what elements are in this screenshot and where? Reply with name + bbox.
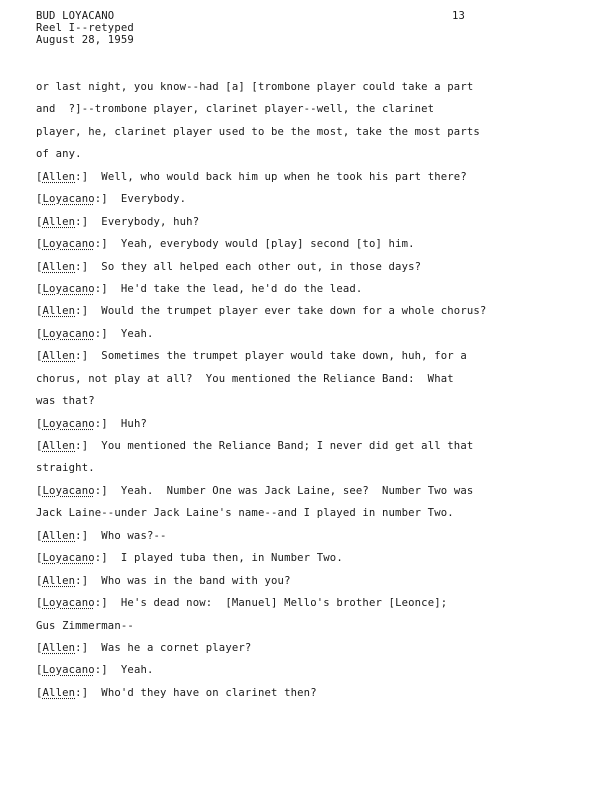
transcript-line-loyacano	[36, 235, 592, 257]
transcript-line-loyacano	[36, 594, 592, 616]
bracket-close: :]	[94, 484, 121, 497]
line-text: of any.	[36, 148, 82, 161]
bracket-open: [	[36, 282, 43, 295]
bracket-open: [	[36, 215, 43, 228]
transcript-line-allen	[36, 639, 592, 661]
bracket-close: :]	[94, 597, 121, 610]
transcript-line-allen	[36, 213, 592, 235]
speaker-label: Allen	[42, 305, 76, 318]
speaker-label: Allen	[42, 350, 76, 363]
line-text: He's dead now: [Manuel] Mello's brother [Leonce];	[120, 597, 448, 610]
bracket-open: [	[36, 350, 43, 363]
bracket-open: [	[36, 664, 43, 677]
bracket-close: :]	[94, 327, 121, 340]
bracket-close: :]	[94, 552, 121, 565]
transcript-line-loyacano	[36, 325, 592, 347]
line-text: He'd take the lead, he'd do the lead.	[120, 282, 363, 295]
header-date: August 28, 1959	[36, 34, 134, 46]
transcript-line-continuation	[36, 617, 592, 639]
line-text: Everybody.	[120, 193, 187, 206]
line-text: straight.	[36, 462, 95, 475]
line-text: player, he, clarinet player used to be the most, take the most parts	[36, 125, 480, 138]
line-text: was that?	[36, 395, 95, 408]
transcript-line-loyacano	[36, 415, 592, 437]
transcript-line-allen	[36, 527, 592, 549]
bracket-open: [	[36, 305, 43, 318]
transcript-line-continuation	[36, 78, 592, 100]
bracket-close: :]	[75, 529, 102, 542]
bracket-close: :]	[75, 350, 102, 363]
speaker-label: Allen	[42, 215, 76, 228]
speaker-label: Allen	[42, 529, 76, 542]
bracket-open: [	[36, 686, 43, 699]
speaker-label: Allen	[42, 574, 76, 587]
transcript-line-allen	[36, 258, 592, 280]
speaker-label: Allen	[42, 260, 76, 273]
speaker-label: Loyacano	[42, 664, 95, 677]
line-text: So they all helped each other out, in those days?	[101, 260, 422, 273]
bracket-close: :]	[75, 305, 102, 318]
bracket-open: [	[36, 260, 43, 273]
speaker-label: Allen	[42, 170, 76, 183]
speaker-label: Loyacano	[42, 282, 95, 295]
bracket-close: :]	[94, 664, 121, 677]
transcript-line-allen	[36, 572, 592, 594]
line-text: Yeah.	[120, 327, 154, 340]
line-text: I played tuba then, in Number Two.	[120, 552, 343, 565]
line-text: Jack Laine--under Jack Laine's name--and I played in number Two.	[36, 507, 454, 520]
line-text: Who was?--	[101, 529, 167, 542]
transcript-line-allen	[36, 684, 592, 706]
speaker-label: Loyacano	[42, 417, 95, 430]
bracket-open: [	[36, 170, 43, 183]
speaker-label: Loyacano	[42, 193, 95, 206]
line-text: Yeah.	[120, 664, 154, 677]
line-text: and ?]--trombone player, clarinet player--well, the clarinet	[36, 103, 435, 116]
line-text: chorus, not play at all? You mentioned the Reliance Band: What	[36, 372, 454, 385]
line-text: Would the trumpet player ever take down for a whole chorus?	[101, 305, 487, 318]
speaker-label: Loyacano	[42, 552, 95, 565]
speaker-label: Loyacano	[42, 597, 95, 610]
transcript-line-allen	[36, 437, 592, 459]
bracket-open: [	[36, 552, 43, 565]
header-reel: Reel I--retyped	[36, 22, 134, 34]
bracket-close: :]	[94, 238, 121, 251]
bracket-close: :]	[75, 574, 102, 587]
bracket-close: :]	[94, 193, 121, 206]
bracket-close: :]	[94, 417, 121, 430]
line-text: You mentioned the Reliance Band; I never did get all that	[101, 440, 474, 452]
transcript-line-loyacano	[36, 661, 592, 683]
bracket-open: [	[36, 484, 43, 497]
bracket-open: [	[36, 641, 43, 654]
bracket-close: :]	[75, 440, 102, 452]
line-text: Was he a cornet player?	[101, 641, 252, 654]
bracket-close: :]	[75, 686, 102, 699]
bracket-open: [	[36, 440, 43, 452]
speaker-label: Allen	[42, 641, 76, 654]
transcript-line-continuation	[36, 145, 592, 167]
bracket-open: [	[36, 238, 43, 251]
transcript-body	[36, 78, 592, 706]
header-interviewee: BUD LOYACANO	[36, 10, 115, 22]
line-text: Sometimes the trumpet player would take down, huh, for a	[101, 350, 467, 363]
line-text: Who'd they have on clarinet then?	[101, 686, 317, 699]
bracket-open: [	[36, 597, 43, 610]
line-text: Who was in the band with you?	[101, 574, 291, 587]
bracket-open: [	[36, 529, 43, 542]
transcript-line-loyacano	[36, 280, 592, 302]
transcript-line-loyacano	[36, 190, 592, 212]
bracket-close: :]	[75, 641, 102, 654]
line-text: Gus Zimmerman--	[36, 619, 134, 632]
speaker-label: Loyacano	[42, 484, 95, 497]
line-text: Well, who would back him up when he took his part there?	[101, 170, 467, 183]
bracket-close: :]	[75, 170, 102, 183]
page-number: 13	[452, 10, 466, 22]
speaker-label: Allen	[42, 686, 76, 699]
bracket-close: :]	[94, 282, 121, 295]
line-text: or last night, you know--had [a] [trombone player could take a part	[36, 81, 474, 93]
transcript-line-continuation	[36, 459, 592, 481]
transcript-line-continuation	[36, 370, 592, 392]
speaker-label: Allen	[42, 440, 76, 452]
transcript-line-allen	[36, 347, 592, 369]
line-text: Everybody, huh?	[101, 215, 200, 228]
line-text: Yeah. Number One was Jack Laine, see? Number Two was	[120, 484, 474, 497]
transcript-line-continuation	[36, 504, 592, 526]
transcript-line-continuation	[36, 392, 592, 414]
bracket-open: [	[36, 327, 43, 340]
line-text: Huh?	[120, 417, 148, 430]
bracket-open: [	[36, 574, 43, 587]
bracket-open: [	[36, 193, 43, 206]
transcript-line-allen	[36, 168, 592, 190]
bracket-close: :]	[75, 260, 102, 273]
transcript-line-continuation	[36, 100, 592, 122]
bracket-close: :]	[75, 215, 102, 228]
speaker-label: Loyacano	[42, 238, 95, 251]
speaker-label: Loyacano	[42, 327, 95, 340]
transcript-line-continuation	[36, 123, 592, 145]
line-text: Yeah, everybody would [play] second [to] him.	[120, 238, 415, 251]
bracket-open: [	[36, 417, 43, 430]
transcript-line-loyacano	[36, 549, 592, 571]
transcript-line-loyacano	[36, 482, 592, 504]
transcript-line-allen	[36, 302, 592, 324]
